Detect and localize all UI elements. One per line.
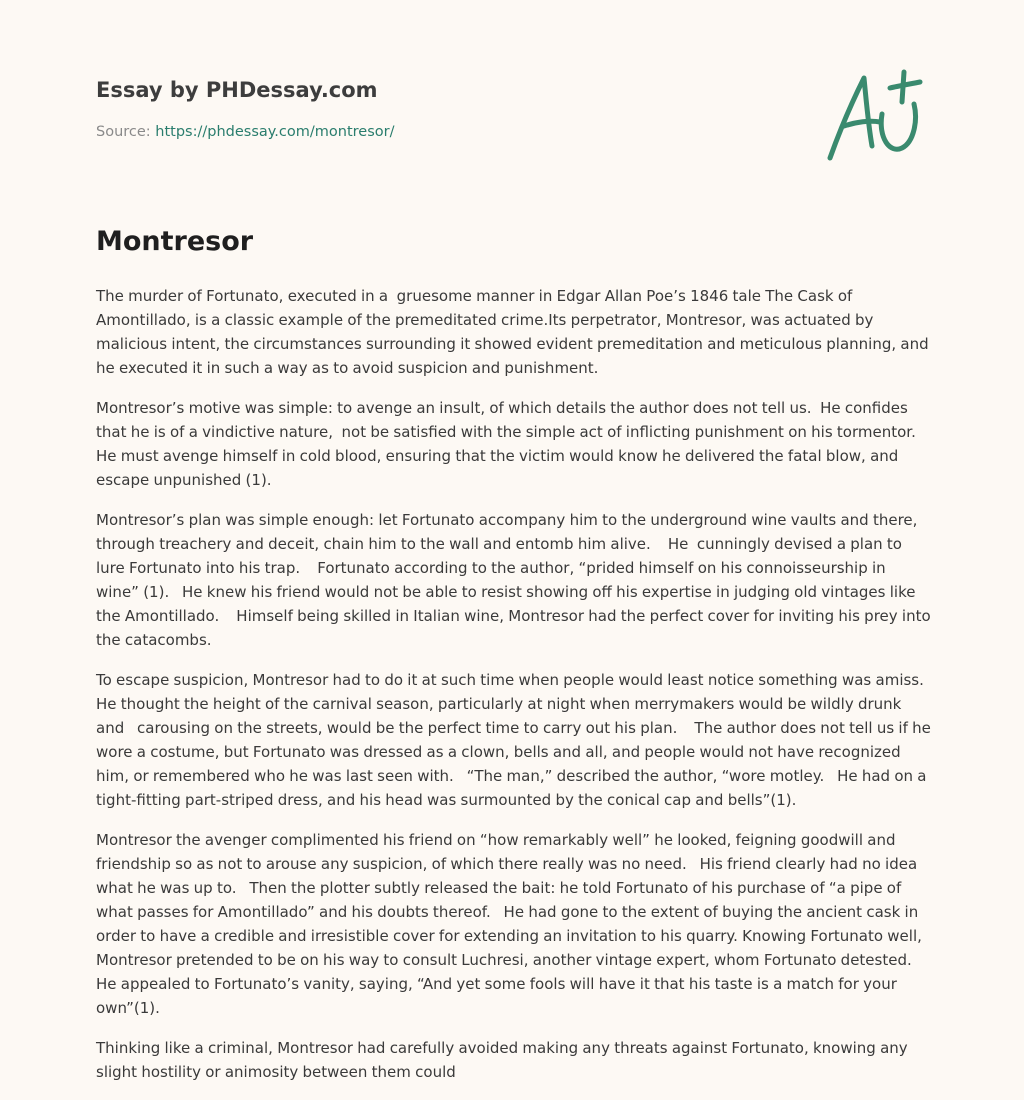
a-plus-logo-icon (822, 68, 926, 164)
site-brand: Essay by PHDessay.com (96, 78, 378, 102)
essay-paragraph: Thinking like a criminal, Montresor had carefully avoided making any threats against Fortunato, knowing any slight hostility or animosity between them could (96, 1039, 912, 1081)
essay-paragraph: The murder of Fortunato, executed in a gruesome manner in Edgar Allan Poe’s 1846 tale The Cask of Amontillado, is a classic example of the premeditated crime.Its perpetrator, Montresor, was actuated by malicious intent, the circumstances surrounding it showed evident premeditation and meticulous planning, and he executed it in such a way as to avoid suspicion and punishment. (96, 287, 933, 377)
source-label: Source: (96, 124, 156, 140)
source-line (96, 124, 394, 140)
essay-body (96, 284, 941, 1100)
essay-paragraph: Montresor the avenger complimented his friend on “how remarkably well” he looked, feigning goodwill and friendship so as not to arouse any suspicion, of which there really was no need. His friend clearly had no idea what he was up to. Then the plotter subtly released the bait: he told Fortunato of his purchase of “a pipe of what passes for Amontillado” and his doubts thereof. He had gone to the extent of buying the ancient cask in order to have a credible and irresistible cover for extending an invitation to his quarry. Knowing Fortunato well, Montresor pretended to be on his way to consult Luchresi, another vintage expert, whom Fortunato detested. He appealed to Fortunato’s vanity, saying, “And yet some fools will have it that his taste is a match for your own”(1). (96, 831, 927, 1017)
essay-title: Montresor (96, 226, 254, 257)
source-link[interactable]: https://phdessay.com/montresor/ (155, 124, 395, 140)
essay-paragraph: Montresor’s motive was simple: to avenge an insult, of which details the author does not tell us. He confides that he is of a vindictive nature, not be satisfied with the simple act of inflicting punishment on his tormentor. He must avenge himself in cold blood, ensuring that the victim would know he delivered the fatal blow, and escape unpunished (1). (96, 399, 921, 489)
essay-paragraph: To escape suspicion, Montresor had to do it at such time when people would least notice something was amiss. He thought the height of the carnival season, particularly at night when merrymakers would be wildly drunk and carousing on the streets, would be the perfect time to carry out his plan. The author does not tell us if he wore a costume, but Fortunato was dressed as a clown, bells and all, and people would not have recognized him, or remembered who he was last seen with. “The man,” described the author, “wore motley. He had on a tight-fitting part-striped dress, and his head was surmounted by the conical cap and bells”(1). (96, 671, 941, 809)
essay-paragraph: Montresor’s plan was simple enough: let Fortunato accompany him to the underground wine vaults and there, through treachery and deceit, chain him to the wall and entomb him alive. He cunningly devised a plan to lure Fortunato into his trap. Fortunato according to the author, “prided himself on his connoisseurship in wine” (1). He knew his friend would not be able to resist showing off his expertise in judging old vintages like the Amontillado. Himself being skilled in Italian wine, Montresor had the perfect cover for inviting his prey into the catacombs. (96, 511, 935, 649)
